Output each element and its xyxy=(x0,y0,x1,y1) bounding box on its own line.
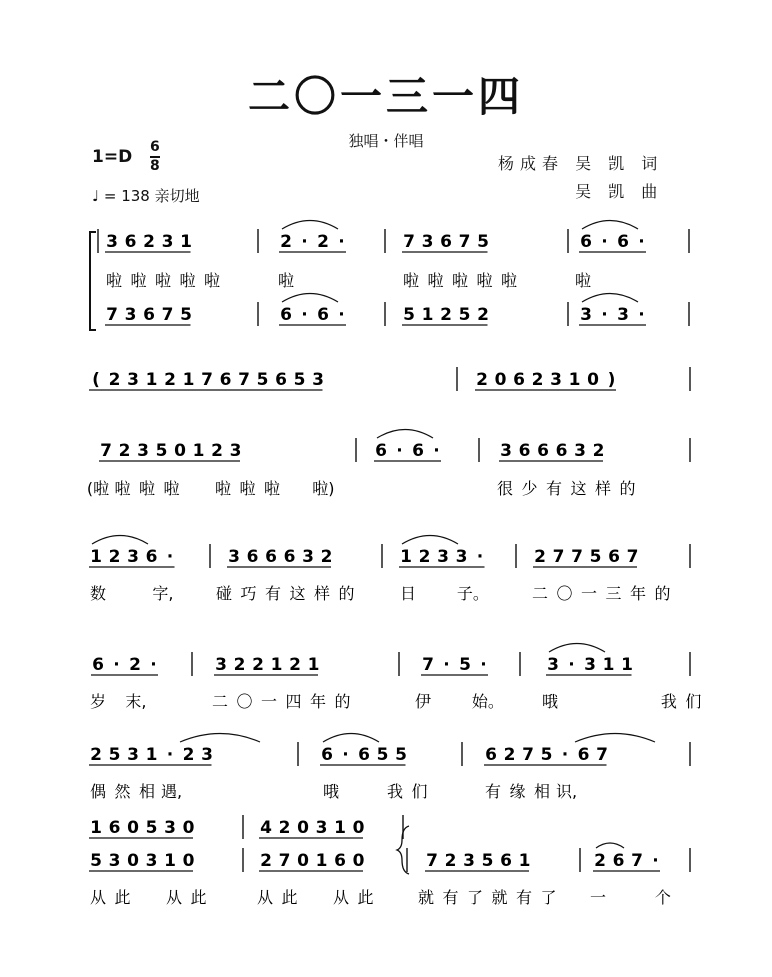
slur xyxy=(282,221,338,230)
quarter-note-icon: ♩ xyxy=(92,187,100,205)
lyric: 有 xyxy=(545,479,563,498)
note: 1 xyxy=(315,851,328,871)
lyric: 的 xyxy=(619,479,636,498)
note: 3 xyxy=(228,547,240,567)
song-title: 二〇一三一四 xyxy=(247,72,524,121)
note: 3 xyxy=(315,818,328,838)
lyric: 一 xyxy=(260,692,278,711)
note: 3 xyxy=(550,370,562,390)
lyric: 数 xyxy=(89,584,107,603)
note: 1 xyxy=(568,370,581,390)
note: 7 xyxy=(100,441,112,461)
lyric: 年 xyxy=(309,692,327,711)
lyric: 此 xyxy=(114,888,131,907)
note: 2 xyxy=(129,655,141,675)
lyric: 的 xyxy=(334,692,351,711)
tempo-text: = 138 亲切地 xyxy=(103,187,200,205)
note: 3 xyxy=(127,370,139,390)
lyric: 们 xyxy=(411,782,428,801)
lyric: 的 xyxy=(654,584,671,603)
note: 5 xyxy=(459,655,471,675)
note: 6 xyxy=(500,851,512,871)
note: 6 xyxy=(358,745,370,765)
meter-top: 6 xyxy=(150,139,160,155)
note: 7 xyxy=(626,547,639,567)
note: 0 xyxy=(297,851,309,871)
lyric: 子。 xyxy=(456,584,489,603)
note: 3 xyxy=(500,441,512,461)
note: 6 xyxy=(608,547,620,567)
note: 2 xyxy=(278,818,291,838)
note: 2 xyxy=(317,232,329,252)
lyric: 三 xyxy=(605,584,622,603)
note: 0 xyxy=(297,818,309,838)
note: 0 xyxy=(127,851,139,871)
lyric: 此 xyxy=(190,888,207,907)
note: 3 xyxy=(584,655,596,675)
note: 0 xyxy=(352,818,365,838)
note: 2 xyxy=(594,851,606,871)
note: 3 xyxy=(127,745,139,765)
note: 3 xyxy=(617,305,629,325)
note: 6 xyxy=(375,441,387,461)
note: 3 xyxy=(463,851,475,871)
lyric: 我 xyxy=(660,692,677,711)
note: 6 xyxy=(280,305,292,325)
note: · xyxy=(433,441,440,461)
slur xyxy=(582,221,638,230)
note: 1 xyxy=(621,655,633,675)
performance-type: 独唱・伴唱 xyxy=(348,132,424,150)
note: 6 xyxy=(265,547,277,567)
note: 7 xyxy=(161,305,174,325)
note: 3 xyxy=(455,547,468,567)
composer-credit: 吴 凯 曲 xyxy=(575,182,664,201)
note: 5 xyxy=(90,851,102,871)
lyric: 啦 xyxy=(500,271,518,290)
slur xyxy=(282,294,338,303)
meter-bottom: 8 xyxy=(150,158,160,174)
slur xyxy=(323,734,379,743)
note: 2 xyxy=(233,655,246,675)
slur xyxy=(377,430,433,439)
lyric: 啦) xyxy=(312,479,335,498)
lyric: 有 xyxy=(515,888,533,907)
note: 5 xyxy=(481,851,494,871)
note: 7 xyxy=(571,547,583,567)
note: 0 xyxy=(127,818,139,838)
note: 3 xyxy=(215,655,227,675)
lyric: 四 xyxy=(285,692,302,711)
note: 6 xyxy=(124,232,137,252)
note: · xyxy=(338,305,345,325)
lyric: 啦 xyxy=(263,479,280,498)
slur xyxy=(549,644,605,653)
note: · xyxy=(638,305,645,325)
lyric: 少 xyxy=(521,479,538,498)
note: · xyxy=(301,305,308,325)
lyric: (啦 xyxy=(86,479,110,498)
note: · xyxy=(443,655,450,675)
note: 2 xyxy=(592,441,605,461)
note: 7 xyxy=(238,370,250,390)
note: 3 xyxy=(161,232,174,252)
note: 3 xyxy=(421,232,434,252)
note: · xyxy=(638,232,645,252)
note: 3 xyxy=(106,232,118,252)
note: 5 xyxy=(458,305,471,325)
lyric: 此 xyxy=(357,888,374,907)
note: 7 xyxy=(522,745,534,765)
lyric: 此 xyxy=(281,888,298,907)
note: 6 xyxy=(145,547,158,567)
lyric: 啦 xyxy=(154,271,172,290)
note: 2 xyxy=(444,851,457,871)
note: 6 xyxy=(440,232,452,252)
note: 2 xyxy=(280,232,292,252)
lyric: 啦 xyxy=(574,271,592,290)
note: 3 xyxy=(164,818,176,838)
note: 1 xyxy=(421,305,434,325)
lyric: 啦 xyxy=(179,271,196,290)
lyric: 哦 xyxy=(322,782,340,801)
note: 1 xyxy=(180,232,192,252)
note: 7 xyxy=(201,370,213,390)
note: 3 xyxy=(201,745,213,765)
note: 2 xyxy=(531,370,544,390)
note: 3 xyxy=(302,547,314,567)
note: 1 xyxy=(307,655,320,675)
lyric: 啦 xyxy=(203,271,221,290)
note: 5 xyxy=(293,370,306,390)
lyric: 样 xyxy=(313,584,331,603)
lyric: 遇, xyxy=(160,782,183,801)
note: 3 xyxy=(127,547,139,567)
lyric: 相 xyxy=(533,782,551,801)
lyric: 就 xyxy=(417,888,435,907)
note: 1 xyxy=(90,818,102,838)
note: · xyxy=(113,655,120,675)
note: 7 xyxy=(278,851,291,871)
note: · xyxy=(396,441,403,461)
note: 2 xyxy=(90,745,102,765)
note: 1 xyxy=(602,655,615,675)
lyric: 啦 xyxy=(214,479,231,498)
lyric: 样 xyxy=(594,479,612,498)
lyric: 啦 xyxy=(451,271,469,290)
lyric: 日 xyxy=(399,584,417,603)
note: 3 xyxy=(547,655,559,675)
slur xyxy=(582,294,638,303)
lyric: 从 xyxy=(256,888,274,907)
note: 6 xyxy=(321,745,333,765)
note: 5 xyxy=(108,745,121,765)
note: 2 xyxy=(182,745,195,765)
note: 3 xyxy=(312,370,324,390)
note: 1 xyxy=(270,655,283,675)
note: 2 xyxy=(143,232,155,252)
note: 5 xyxy=(180,305,192,325)
note: · xyxy=(476,547,484,567)
note: 5 xyxy=(403,305,415,325)
lyric: 很 xyxy=(496,479,514,498)
note: 6 xyxy=(577,745,590,765)
slur xyxy=(402,536,458,545)
note: 1 xyxy=(182,370,195,390)
lyric: 了 xyxy=(540,888,557,907)
note: 2 xyxy=(289,655,301,675)
note: · xyxy=(568,655,575,675)
note: 2 xyxy=(108,547,121,567)
slur xyxy=(575,734,655,743)
note: 6 xyxy=(108,818,121,838)
lyric: 啦 xyxy=(476,271,493,290)
note: 0 xyxy=(182,818,195,838)
note: 0 xyxy=(352,851,365,871)
note: 1 xyxy=(145,370,158,390)
note: 5 xyxy=(395,745,407,765)
note: 0 xyxy=(174,441,186,461)
note: 6 xyxy=(246,547,259,567)
lyric: 啦 xyxy=(239,479,256,498)
lyric: 缘 xyxy=(509,782,526,801)
note: ( xyxy=(92,370,100,390)
lyric: 碰 xyxy=(215,584,233,603)
note: 2 xyxy=(320,547,333,567)
lyric: 年 xyxy=(629,584,647,603)
lyric: 啦 xyxy=(105,271,123,290)
lyric: 伊 xyxy=(414,692,432,711)
note: 3 xyxy=(124,305,137,325)
note: 7 xyxy=(631,851,643,871)
lyric: 这 xyxy=(289,584,306,603)
lyric: 们 xyxy=(685,692,702,711)
lyric: 二 xyxy=(211,692,229,711)
note: · xyxy=(166,547,174,567)
note: 6 xyxy=(275,370,287,390)
note: 3 xyxy=(108,851,121,871)
note: 5 xyxy=(256,370,269,390)
lyric: 啦 xyxy=(277,271,295,290)
note: 5 xyxy=(589,547,602,567)
note: 5 xyxy=(145,818,158,838)
lyric: 这 xyxy=(570,479,587,498)
note: 7 xyxy=(403,232,415,252)
note: 2 xyxy=(440,305,452,325)
note: 3 xyxy=(580,305,592,325)
note: · xyxy=(601,305,608,325)
note: 0 xyxy=(182,851,195,871)
lyric: 然 xyxy=(114,782,131,801)
note: 4 xyxy=(260,818,272,838)
note: · xyxy=(561,745,569,765)
lyric: 〇 xyxy=(556,584,573,603)
note: 2 xyxy=(164,370,176,390)
lyric: 有 xyxy=(484,782,502,801)
key-signature: 1=D xyxy=(92,147,133,167)
lyric: 啦 xyxy=(130,271,147,290)
note: ) xyxy=(607,370,616,390)
system-bracket xyxy=(90,232,96,330)
note: · xyxy=(166,745,174,765)
note: · xyxy=(652,851,659,871)
lyric: 我 xyxy=(386,782,404,801)
note: 7 xyxy=(552,547,565,567)
note: 5 xyxy=(477,232,489,252)
note: · xyxy=(601,232,608,252)
note: 1 xyxy=(90,547,102,567)
lyric: 巧 xyxy=(240,584,257,603)
lyric: 哦 xyxy=(541,692,559,711)
lyric: 始。 xyxy=(471,692,504,711)
slur xyxy=(92,536,148,545)
note: 1 xyxy=(145,745,158,765)
note: 6 xyxy=(317,305,329,325)
note: 2 xyxy=(534,547,546,567)
lyric: 啦 xyxy=(402,271,420,290)
note: 3 xyxy=(437,547,449,567)
note: · xyxy=(480,655,487,675)
lyric: 了 xyxy=(466,888,484,907)
note: 2 xyxy=(252,655,264,675)
note: · xyxy=(150,655,157,675)
note: 6 xyxy=(580,232,592,252)
note: 7 xyxy=(106,305,118,325)
lyric: 一 xyxy=(589,888,607,907)
note: 5 xyxy=(540,745,553,765)
note: 6 xyxy=(617,232,629,252)
slurs xyxy=(89,221,655,849)
note: 1 xyxy=(334,818,346,838)
lyric: 啦 xyxy=(427,271,444,290)
note: 3 xyxy=(574,441,586,461)
note: 7 xyxy=(426,851,438,871)
lyric: 个 xyxy=(654,888,671,907)
lyric: 字, xyxy=(152,584,174,603)
note: 7 xyxy=(458,232,471,252)
note: 7 xyxy=(596,745,608,765)
note: 3 xyxy=(229,441,242,461)
note: 2 xyxy=(118,441,131,461)
note: 6 xyxy=(334,851,346,871)
note: 6 xyxy=(412,441,424,461)
lyric: 末, xyxy=(125,692,147,711)
note: 6 xyxy=(92,655,104,675)
lyric: 相 xyxy=(138,782,156,801)
note: 2 xyxy=(476,370,488,390)
note: 1 xyxy=(518,851,531,871)
note: · xyxy=(338,232,345,252)
note: 6 xyxy=(219,370,232,390)
note: 6 xyxy=(612,851,625,871)
lyric: 有 xyxy=(442,888,459,907)
lyric: 就 xyxy=(491,888,508,907)
note: 2 xyxy=(260,851,272,871)
slur xyxy=(596,843,624,848)
note: 5 xyxy=(155,441,168,461)
note: 2 xyxy=(477,305,489,325)
music-content xyxy=(87,229,701,907)
lyric: 的 xyxy=(338,584,355,603)
lyric: 从 xyxy=(89,888,107,907)
note: 6 xyxy=(143,305,155,325)
lyric: 啦 xyxy=(114,479,131,498)
note: 6 xyxy=(283,547,296,567)
note: · xyxy=(301,232,308,252)
note: 6 xyxy=(513,370,525,390)
lyric: 从 xyxy=(332,888,349,907)
note: 1 xyxy=(164,851,176,871)
lyricist-credit: 杨成春 吴 凯 词 xyxy=(498,154,664,173)
lyric: 一 xyxy=(580,584,598,603)
note: 7 xyxy=(422,655,434,675)
note: 1 xyxy=(192,441,205,461)
note: 2 xyxy=(108,370,121,390)
lyric: 岁 xyxy=(89,692,107,711)
lyric: 啦 xyxy=(138,479,156,498)
lyric: 有 xyxy=(264,584,282,603)
note: 2 xyxy=(418,547,431,567)
note: 3 xyxy=(137,441,149,461)
note: 6 xyxy=(518,441,531,461)
lyric: 〇 xyxy=(236,692,253,711)
note: 3 xyxy=(145,851,158,871)
slur xyxy=(180,734,260,743)
note: 6 xyxy=(485,745,497,765)
lyric: 偶 xyxy=(89,782,107,801)
note: 6 xyxy=(537,441,549,461)
lyric: 啦 xyxy=(163,479,180,498)
lyric: 从 xyxy=(165,888,182,907)
note: 2 xyxy=(211,441,223,461)
note: 2 xyxy=(503,745,516,765)
note: 6 xyxy=(555,441,568,461)
note: 5 xyxy=(376,745,389,765)
note: 0 xyxy=(494,370,507,390)
lyric: 二 xyxy=(531,584,549,603)
lyric: 识, xyxy=(555,782,578,801)
note: 0 xyxy=(587,370,599,390)
note: · xyxy=(342,745,349,765)
note: 1 xyxy=(400,547,412,567)
